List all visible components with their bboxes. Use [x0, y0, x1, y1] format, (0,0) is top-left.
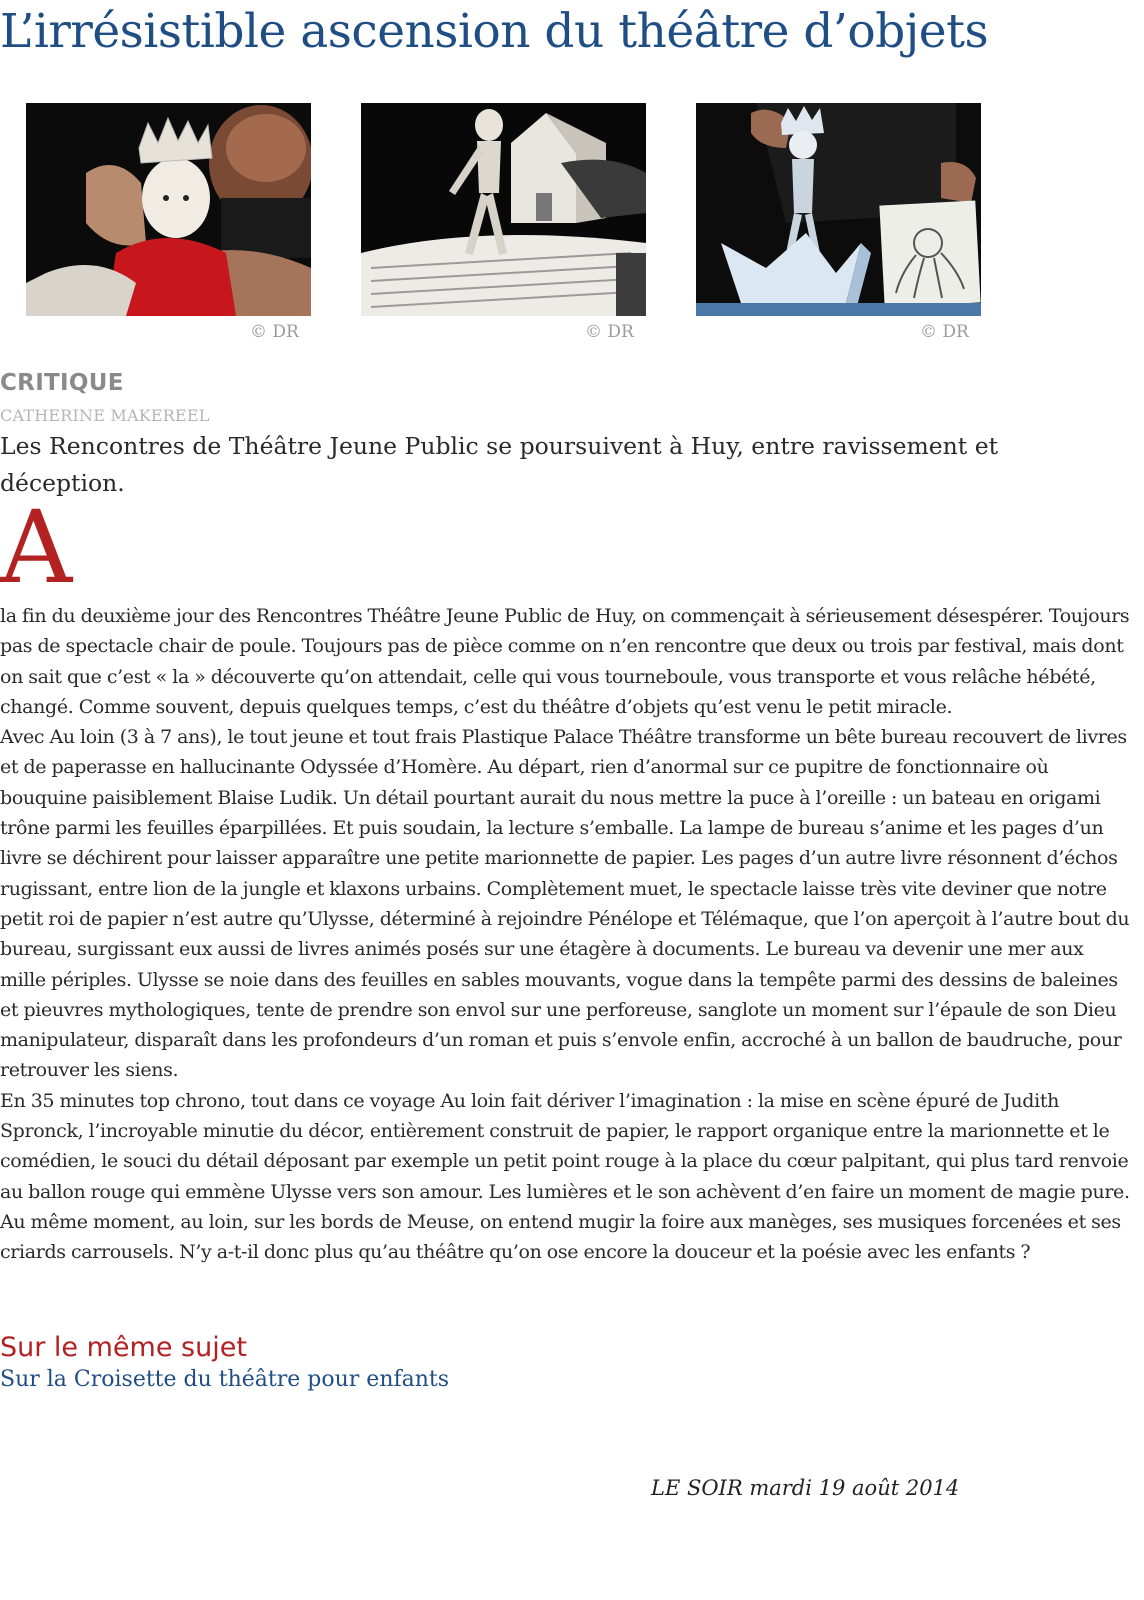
body-paragraph: En 35 minutes top chrono, tout dans ce voyage Au loin fait dériver l’imagination : la mise en scène épuré de Judith Spronck, l’incroyable minutie du décor, entièrement construit de papier, le rapport organique entre la marionnette et le comédien, le souci du détail déposant par exemple un petit point rouge à la place du cœur palpitant, qui plus tard renvoie au ballon rouge qui emmène Ulysse vers son amour. Les lumières et le son achèvent d’en faire un moment de magie pure. Au même moment, au loin, sur les bords de Meuse, on entend mugir la foire aux manèges, ses musiques forcenées et ses criards carrousels. N’y a-t-il donc plus qu’au théâtre qu’on ose encore la douceur et la poésie avec les enfants ?	[0, 1089, 1130, 1264]
article-lead: Les Rencontres de Théâtre Jeune Public se poursuivent à Huy, entre ravissement et déception.	[0, 432, 999, 497]
source-dateline: LE SOIR mardi 19 août 2014	[651, 1476, 960, 1500]
photo-paper-puppet-book	[361, 103, 646, 316]
origami-boat-puppet-photo	[696, 103, 981, 316]
photo-puppet-king	[26, 103, 311, 316]
article-kicker: CRITIQUE	[0, 370, 124, 396]
article-author: CATHERINE MAKEREEL	[0, 406, 210, 425]
related-section-title: Sur le même sujet	[0, 1332, 247, 1363]
photo-credit: © DR	[585, 322, 634, 342]
photo-credit: © DR	[250, 322, 299, 342]
body-paragraph: Avec Au loin (3 à 7 ans), le tout jeune et tout frais Plastique Palace Théâtre transforme un bête bureau recouvert de livres et de paperasse en hallucinante Odyssée d’Homère. Au départ, rien d’anormal sur ce pupitre de fonctionnaire où bouquine paisiblement Blaise Ludik. Un détail pourtant aurait du nous mettre la puce à l’oreille : un bateau en origami trône parmi les feuilles éparpillées. Et puis soudain, la lecture s’emballe. La lampe de bureau s’anime et les pages d’un livre se déchirent pour laisser apparaître une petite marionnette de papier. Les pages d’un autre livre résonnent d’échos rugissant, entre lion de la jungle et klaxons urbains. Complètement muet, le spectacle laisse très vite deviner que notre petit roi de papier n’est autre qu’Ulysse, déterminé à rejoindre Pénélope et Télémaque, que l’on aperçoit à l’autre bout du bureau, surgissant eux aussi de livres animés posés sur une étagère à documents. Le bureau va devenir une mer aux mille périples. Ulysse se noie dans des feuilles en sables mouvants, vogue dans la tempête parmi des dessins de baleines et pieuvres mythologiques, tente de prendre son envol sur une perforeuse, sanglote un moment sur l’épaule de son Dieu manipulateur, disparaît dans les profondeurs d’un roman et puis s’envole enfin, accroché à un ballon de baudruche, pour retrouver les siens.	[0, 726, 1130, 1082]
drop-cap: A	[0, 489, 73, 606]
body-paragraph: la fin du deuxième jour des Rencontres Théâtre Jeune Public de Huy, on commençait à sérieusement désespérer. Toujours pas de spectacle chair de poule. Toujours pas de pièce comme on n’en rencontre que deux ou trois par festival, mais dont on sait que c’est « la » découverte qu’on attendait, celle qui vous tourneboule, vous transporte et vous relâche hébété, changé. Comme souvent, depuis quelques temps, c’est du théâtre d’objets qu’est venu le petit miracle.	[0, 605, 1130, 718]
puppet-king-with-performer-photo	[26, 103, 311, 316]
paper-puppet-on-book-photo	[361, 103, 646, 316]
article-body	[0, 601, 1130, 1268]
article-headline: L’irrésistible ascension du théâtre d’objets	[0, 4, 989, 59]
photo-credit: © DR	[920, 322, 969, 342]
related-article-link[interactable]: Sur la Croisette du théâtre pour enfants	[0, 1367, 450, 1392]
photo-origami-boat	[696, 103, 981, 316]
